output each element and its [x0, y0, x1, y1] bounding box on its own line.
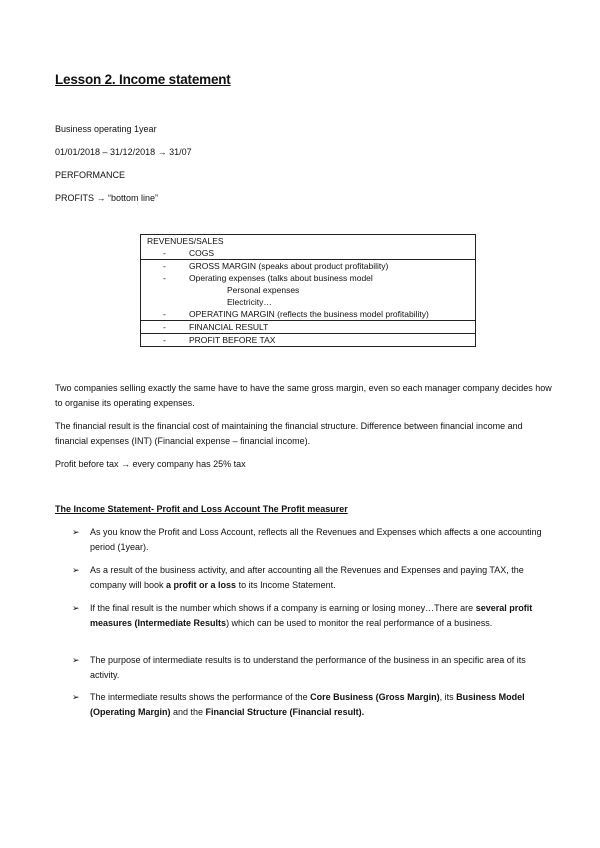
box-revenues-label: REVENUES/SALES — [147, 236, 224, 246]
box-row-operating-margin — [141, 308, 475, 320]
bullet-5-bold-1: Core Business (Gross Margin) — [310, 692, 440, 702]
bullet-3-text-b: ) which can be used to monitor the real performance of a business. — [226, 618, 493, 628]
bullet-item-4 — [72, 653, 552, 683]
box-row-electricity — [141, 296, 475, 308]
box-row-operating-expenses — [141, 272, 475, 284]
box-gross-margin-label: GROSS MARGIN (speaks about product profitability) — [189, 261, 389, 271]
box-dash: - — [163, 273, 166, 283]
intro-line-performance: PERFORMANCE — [55, 170, 126, 180]
intro-line-dates: 01/01/2018 – 31/12/2018 → 31/07 — [55, 147, 192, 157]
bullet-5-text-a: The intermediate results shows the performance of the — [90, 692, 311, 702]
bullet-5-bold-2: Business Model (Operating Margin) — [90, 692, 525, 717]
arrow-bullet-icon: ➢ — [72, 692, 80, 702]
bullet-2-bold: a profit or a loss — [166, 580, 237, 590]
bullet-5-text-c: and the — [170, 707, 206, 717]
paragraph-financial-result: The financial result is the financial cost of maintaining the financial structure. Difference between financial income and financial expenses (INT) (Financial expense – financial income). — [55, 421, 523, 446]
box-electricity-label: Electricity… — [227, 297, 272, 307]
bullet-text-1: As you know the Profit and Loss Account, reflects all the Revenues and Expenses which affects a one accounting period (1year). — [90, 527, 542, 552]
box-dash: - — [163, 309, 166, 319]
paragraph-gross-margin: Two companies selling exactly the same have to have the same gross margin, even so each manager company decides how to organise its operating expenses. — [55, 383, 552, 408]
bullet-5-text-b: , its — [439, 692, 457, 702]
bullet-5-bold-3: Financial Structure (Financial result). — [205, 707, 365, 717]
bullet-item-5 — [72, 690, 552, 720]
arrow-bullet-icon: ➢ — [72, 527, 80, 537]
bullet-text-3 — [72, 601, 552, 631]
income-statement-box — [140, 234, 476, 347]
intro-line-profits: PROFITS → “bottom line” — [55, 193, 159, 203]
section-heading: The Income Statement- Profit and Loss Account The Profit measurer — [55, 504, 348, 514]
box-profit-before-tax-label: PROFIT BEFORE TAX — [189, 335, 276, 345]
bullet-2-text-b: to its Income Statement. — [236, 580, 336, 590]
box-row-personal-expenses — [141, 284, 475, 296]
bullet-text-5 — [72, 690, 552, 720]
box-row-revenues — [141, 235, 475, 247]
bullet-2-text-a: As a result of the business activity, and after accounting all the Revenues and Expenses and paying TAX, the company will book — [90, 565, 524, 590]
bullet-text-2 — [72, 563, 552, 593]
box-row-cogs — [141, 247, 475, 259]
box-financial-result-label: FINANCIAL RESULT — [189, 322, 269, 332]
bullet-3-text-a: If the final result is the number which shows if a company is earning or losing money…There are — [90, 603, 476, 613]
box-dash: - — [163, 322, 166, 332]
intro-line-business: Business operating 1year — [55, 124, 157, 134]
bullet-text-4: The purpose of intermediate results is to understand the performance of the business in an specific area of its activity. — [90, 655, 526, 680]
arrow-bullet-icon: ➢ — [72, 655, 80, 665]
box-cogs-label: COGS — [189, 248, 215, 258]
bullet-item-3 — [72, 601, 552, 631]
box-dash: - — [163, 261, 166, 271]
box-dash: - — [163, 248, 166, 258]
box-row-financial-result — [141, 320, 475, 333]
box-row-gross-margin — [141, 259, 475, 272]
page-title: Lesson 2. Income statement — [55, 72, 231, 87]
bullet-3-bold: several profit measures (Intermediate Results — [90, 603, 533, 628]
paragraph-profit-before-tax: Profit before tax → every company has 25% tax — [55, 459, 246, 469]
box-personal-expenses-label: Personal expenses — [227, 285, 300, 295]
box-operating-margin-label: OPERATING MARGIN (reflects the business model profitability) — [189, 309, 429, 319]
box-row-profit-before-tax — [141, 333, 475, 346]
arrow-bullet-icon: ➢ — [72, 603, 80, 613]
arrow-bullet-icon: ➢ — [72, 565, 80, 575]
box-dash: - — [163, 335, 166, 345]
bullet-item-1 — [72, 525, 552, 555]
bullet-item-2 — [72, 563, 552, 593]
box-operating-expenses-label: Operating expenses (talks about business model — [189, 273, 373, 283]
